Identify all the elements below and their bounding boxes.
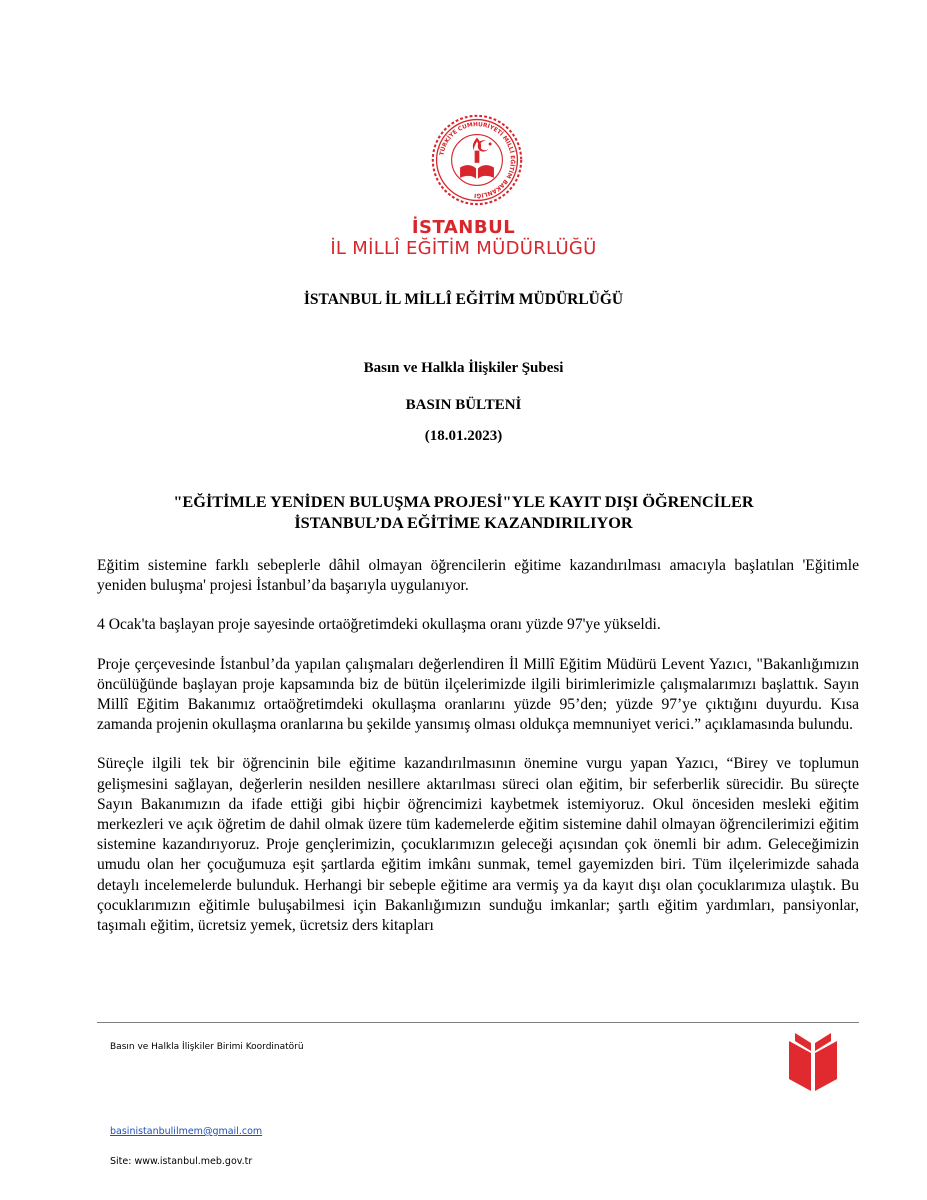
bulletin-date: (18.01.2023) bbox=[424, 428, 503, 444]
headline bbox=[120, 491, 807, 533]
red-book-icon bbox=[787, 1027, 839, 1093]
paragraph: Süreçle ilgili tek bir öğrencinin bile eğitime kazandırılmasının önemine vurgu yapan Yazıcı, “Birey ve toplumun gelişmesini sağlayan, değerlerin nesilden nesillere aktarılması süreci olan eğitim, bir seferberlik sürecidir. Bu süreçte Sayın Bakanımızın da ifade ettiği gibi hiçbir öğrencimizi kaybetmek istemiyoruz. Okul öncesiden mesleki eğitim merkezleri ve açık öğretim de dahil olmak üzere tüm kademelerde eğitim sistemine dahil olmayan öğrencilerimizi eğitim sistemine kazandırıyoruz. Proje gençlerimizin, çocuklarımızın geleceği açısından çok önemli bir adım. Geleceğimizin umudu olan her çocuğumuza eşit şartlarda eğitim imkânı sunmak, temel gayemizden biri. Tüm ilçelerimizde sahada detaylı incelemelerde bulunduk. Herhangi bir sebeple eğitime ara vermiş ya da kayıt dışı olan çocuklarımıza ulaştık. Bu çocuklarımızın eğitimle buluşabilmesi için Bakanlığımızın sunduğu imkanlar; şartlı eğitim yardımları, pansiyonlar, taşımalı eğitim, ücretsiz yemek, ücretsiz ders kitapları bbox=[97, 755, 859, 935]
logo-city: İSTANBUL bbox=[411, 217, 516, 238]
bulletin-label: BASIN BÜLTENİ bbox=[405, 397, 522, 413]
email-link[interactable]: basinistanbulilmem@gmail.com bbox=[110, 1126, 263, 1137]
footer-divider bbox=[97, 1022, 859, 1023]
headline-line-2: İSTANBUL’DA EĞİTİME KAZANDIRILIYOR bbox=[294, 513, 633, 532]
paragraph: Proje çerçevesinde İstanbul’da yapılan çalışmaları değerlendiren İl Millî Eğitim Müdürü Levent Yazıcı, "Bakanlığımızın öncülüğünde başlayan proje kapsamında biz de bütün ilçelerimizde ilgili birimlerimizle çalışmalarımızı başlattık. Sayın Millî Eğitim Bakanımız ortaöğretimdeki okullaşma oranlarını yüzde 95’den; yüzde 97’ye çıktığını duyurdu. Kısa zamanda projenin okullaşma oranlarına bu şekilde yansımış olması oldukça memnuniyet verici.” açıklamasında bulundu. bbox=[97, 655, 859, 734]
seal-ring-text: TÜRKİYE CUMHURİYETİ MİLLÎ EĞİTİM BAKANLIĞI bbox=[439, 122, 515, 198]
headline-line-1: "EĞİTİMLE YENİDEN BULUŞMA PROJESİ"YLE KAYIT DIŞI ÖĞRENCİLER bbox=[173, 492, 754, 511]
paragraph: Eğitim sistemine farklı sebeplerle dâhil olmayan öğrencilerin eğitime kazandırılması amacıyla başlatılan 'Eğitimle yeniden buluşma' projesi İstanbul’da başarıyla uygulanıyor. bbox=[97, 557, 859, 595]
department: Basın ve Halkla İlişkiler Şubesi bbox=[363, 360, 564, 376]
site-url: Site: www.istanbul.meb.gov.tr bbox=[110, 1156, 253, 1167]
org-title: İSTANBUL İL MİLLÎ EĞİTİM MÜDÜRLÜĞÜ bbox=[303, 291, 624, 308]
body-text bbox=[97, 556, 859, 936]
paragraph: 4 Ocak'ta başlayan proje sayesinde ortaöğretimdeki okullaşma oranı yüzde 97'ye yükseldi. bbox=[97, 616, 661, 634]
footer-coordinator: Basın ve Halkla İlişkiler Birimi Koordinatörü bbox=[110, 1042, 304, 1052]
meb-seal-icon bbox=[430, 113, 524, 207]
logo-org: İL MİLLÎ EĞİTİM MÜDÜRLÜĞÜ bbox=[330, 238, 597, 259]
